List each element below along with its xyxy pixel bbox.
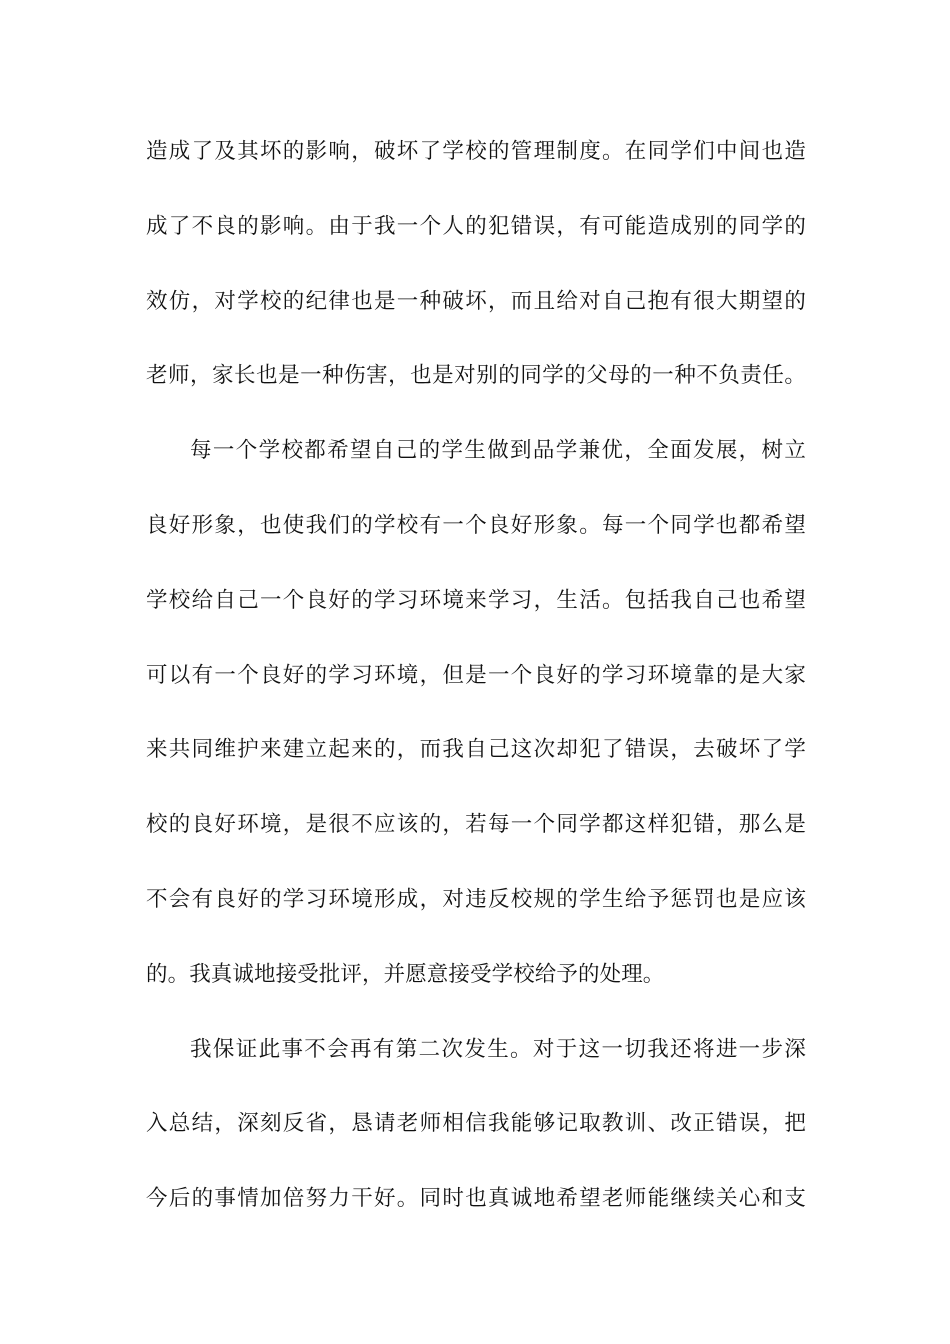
document-body xyxy=(146,132,806,1254)
text-line: 入总结，深刻反省，恳请老师相信我能够记取教训、改正错误，把 xyxy=(146,1111,806,1137)
text-line: 造成了及其坏的影响，破坏了学校的管理制度。在同学们中间也造 xyxy=(146,139,806,164)
text-line: 学校给自己一个良好的学习环境来学习，生活。包括我自己也希望 xyxy=(146,587,806,613)
text-line: 良好形象，也使我们的学校有一个良好形象。每一个同学也都希望 xyxy=(146,512,806,538)
text-line: 可以有一个良好的学习环境，但是一个良好的学习环境靠的是大家 xyxy=(146,662,806,688)
text-line: 效仿，对学校的纪律也是一种破坏，而且给对自己抱有很大期望的 xyxy=(146,288,806,314)
text-line: 不会有良好的学习环境形成，对违反校规的学生给予惩罚也是应该 xyxy=(146,886,806,912)
text-line: 来共同维护来建立起来的，而我自己这次却犯了错误，去破坏了学 xyxy=(146,737,806,763)
text-line: 成了不良的影响。由于我一个人的犯错误，有可能造成别的同学的 xyxy=(146,213,806,239)
paragraph-last-line: 的。我真诚地接受批评，并愿意接受学校给予的处理。 xyxy=(146,961,665,987)
text-line: 校的良好环境，是很不应该的，若每一个同学都这样犯错，那么是 xyxy=(146,812,806,838)
paragraph-first-line: 我保证此事不会再有第二次发生。对于这一切我还将进一步深 xyxy=(190,1036,806,1062)
text-line: 今后的事情加倍努力干好。同时也真诚地希望老师能继续关心和支 xyxy=(146,1186,806,1212)
paragraph-first-line: 每一个学校都希望自己的学生做到品学兼优，全面发展，树立 xyxy=(190,438,806,464)
text-line: 老师，家长也是一种伤害，也是对别的同学的父母的一种不负责任。 xyxy=(146,363,806,389)
